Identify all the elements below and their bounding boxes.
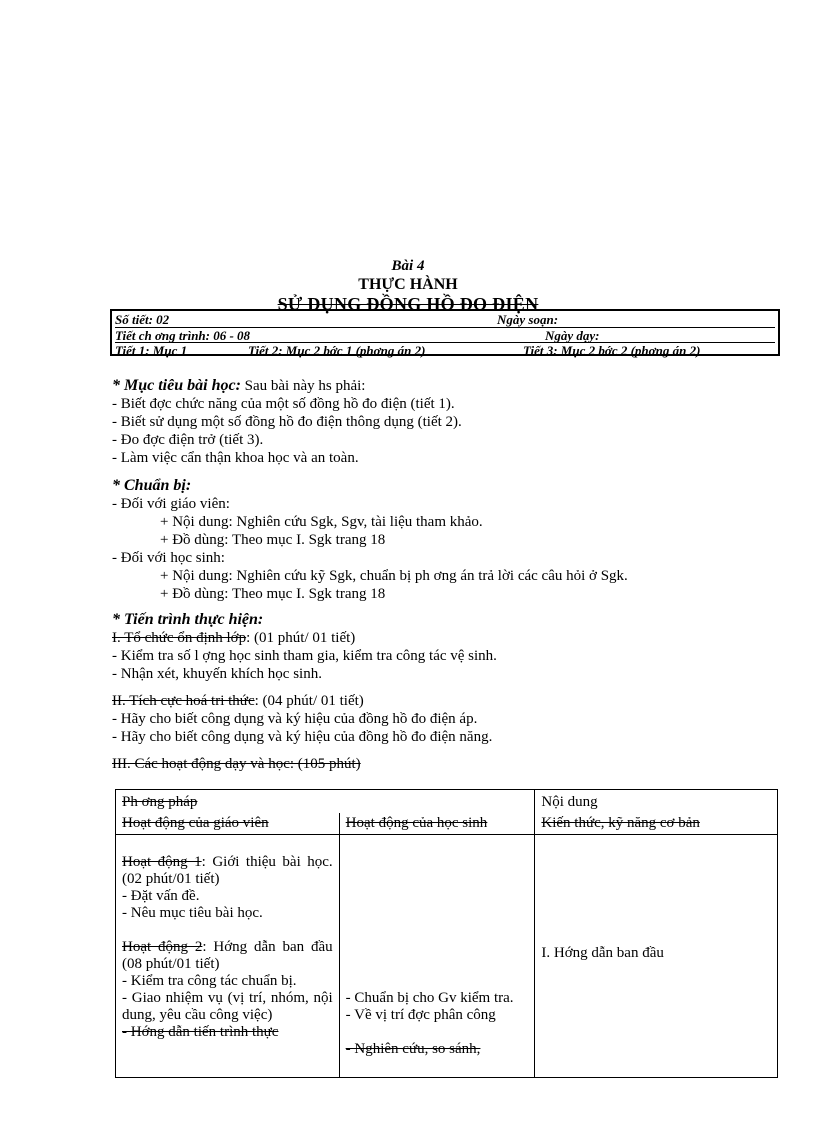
table-subheader-row	[116, 813, 778, 835]
objectives-intro: Sau bài này hs phải:	[240, 378, 366, 394]
section-1-time: : (01 phút/ 01 tiết)	[246, 630, 356, 646]
prepare-teacher-item: + Nội dung: Nghiên cứu Sgk, Sgv, tài liệu tham khảo.	[160, 514, 483, 530]
objectives-heading: * Mục tiêu bài học:	[112, 377, 241, 394]
lesson-number: Bài 4	[391, 258, 425, 274]
hd1-item: - Nêu mục tiêu bài học.	[122, 905, 263, 921]
prepare-teacher-item: + Đồ dùng: Theo mục I. Sgk trang 18	[160, 532, 386, 548]
prepare-teacher: - Đối với giáo viên:	[112, 496, 230, 512]
content-item: I. Hớng dẫn ban đầu	[541, 945, 664, 961]
objective-item: - Biết đợc chức năng của một số đồng hồ đo điện (tiết 1).	[112, 396, 455, 412]
so-tiet: Số tiết: 02	[115, 312, 170, 327]
prepare-heading: * Chuẩn bị:	[112, 477, 192, 494]
prepare-student-item: + Đồ dùng: Theo mục I. Sgk trang 18	[160, 586, 386, 602]
hd1-rest: : Giới thiệu bài học. (02 phút/01 tiết)	[122, 854, 333, 887]
teacher-col-header: Hoạt động của giáo viên	[122, 815, 269, 831]
prepare-student: - Đối với học sinh:	[112, 550, 225, 566]
content-header: Nội dung	[541, 794, 598, 810]
hd1-title: Hoạt động 1	[122, 854, 202, 870]
tiet-2: Tiết 2: Mục 2 bớc 1 (phơng án 2)	[248, 343, 426, 358]
hd2-item: - Kiểm tra công tác chuẩn bị.	[122, 973, 297, 989]
tiet-chuong-trinh: Tiết ch ơng trình: 06 - 08	[115, 328, 251, 343]
ngay-day: Ngày dạy:	[545, 328, 600, 343]
section-2-time: : (04 phút/ 01 tiết)	[254, 693, 364, 709]
prepare-section	[112, 477, 792, 603]
hd2-rest: : Hớng dẫn ban đầu (08 phút/01 tiết)	[122, 939, 333, 972]
method-header: Ph ơng pháp	[122, 794, 198, 810]
hd2-item: - Giao nhiệm vụ (vị trí, nhóm, nội dung, yêu cầu công việc)	[122, 990, 333, 1023]
student-item: - Về vị trí đợc phân công	[345, 1007, 496, 1023]
section-1-item: - Kiểm tra số l ợng học sinh tham gia, kiểm tra công tác vệ sinh.	[112, 648, 497, 664]
student-item: - Chuẩn bị cho Gv kiểm tra.	[345, 990, 514, 1006]
objective-item: - Làm việc cẩn thận khoa học và an toàn.	[112, 450, 359, 466]
tiet-1: Tiết 1: Mục 1	[115, 343, 188, 358]
hd1-item: - Đặt vấn đề.	[122, 888, 200, 904]
prepare-student-item: + Nội dung: Nghiên cứu kỹ Sgk, chuẩn bị ph ơng án trả lời các câu hỏi ở Sgk.	[160, 568, 628, 584]
topic-title: SỬ DỤNG ĐỒNG HỒ ĐO ĐIỆN	[277, 294, 539, 314]
section-1-item: - Nhận xét, khuyến khích học sinh.	[112, 666, 322, 682]
section-2-item: - Hãy cho biết công dụng và ký hiệu của đồng hồ đo điện năng.	[112, 729, 493, 745]
practice-heading: THỰC HÀNH	[358, 276, 458, 293]
section-2-item: - Hãy cho biết công dụng và ký hiệu của đồng hồ đo điện áp.	[112, 711, 478, 727]
progress-section	[112, 611, 792, 773]
table-row	[116, 835, 778, 1078]
table-header-row	[116, 790, 778, 814]
lesson-plan-table	[115, 789, 778, 1078]
ngay-soan: Ngày soạn:	[497, 312, 559, 327]
student-item: - Nghiên cứu, so sánh,	[345, 1041, 481, 1057]
lesson-info-box	[110, 309, 780, 356]
section-2-title: II. Tích cực hoá tri thức	[112, 693, 255, 709]
section-1-title: I. Tổ chức ổn định lớp	[112, 630, 247, 646]
progress-heading: * Tiến trình thực hiện:	[112, 611, 264, 628]
content-col-header: Kiến thức, kỹ năng cơ bản	[541, 815, 700, 831]
section-3-title: III. Các hoạt động dạy và học: (105 phút)	[112, 756, 361, 772]
objective-item: - Biết sử dụng một số đồng hồ đo điện thông dụng (tiết 2).	[112, 414, 462, 430]
tiet-3: Tiết 3: Mục 2 bớc 2 (phơng án 2)	[523, 343, 701, 358]
hd2-title: Hoạt động 2	[122, 939, 203, 955]
objectives-section	[112, 377, 792, 467]
hd2-item: - Hớng dẫn tiến trình thực	[122, 1024, 279, 1040]
student-col-header: Hoạt động của học sinh	[345, 815, 488, 831]
objective-item: - Đo đợc điện trở (tiết 3).	[112, 432, 264, 448]
